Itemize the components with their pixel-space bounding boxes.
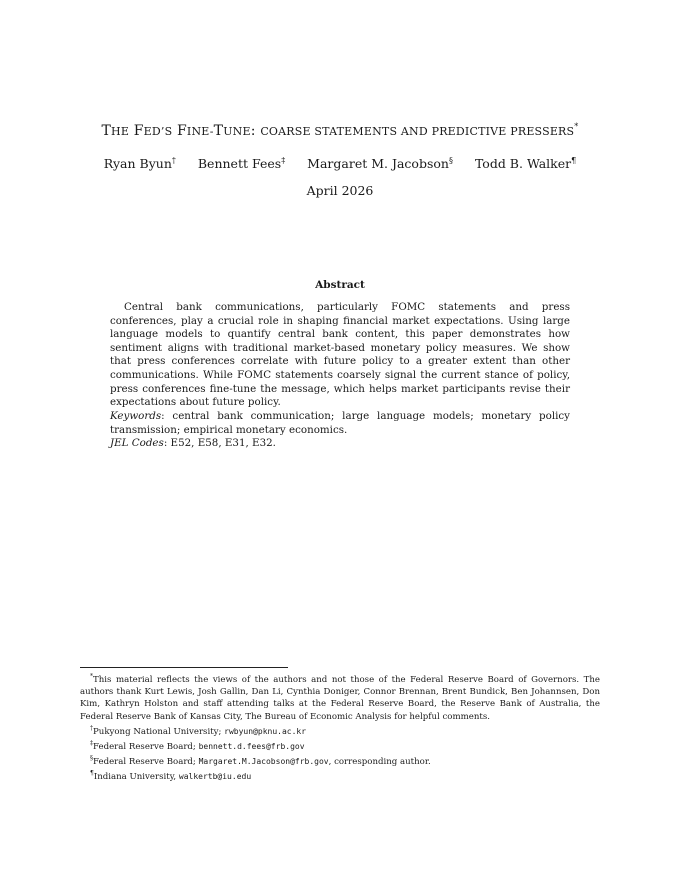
title-letter: T xyxy=(213,123,224,139)
footnote-mark: § xyxy=(90,755,93,763)
footnote-acknowledgements xyxy=(80,671,600,723)
footnote-suffix: , corresponding author. xyxy=(328,757,431,768)
title-word: UNE xyxy=(223,125,251,138)
paper-title xyxy=(0,122,680,139)
author-name: Margaret M. Jacobson xyxy=(307,156,449,171)
title-footnote-mark: * xyxy=(574,122,579,131)
jel-label: JEL Codes xyxy=(110,437,164,449)
footnote-mark: ‡ xyxy=(90,740,93,748)
keywords xyxy=(110,410,570,437)
footnote-text: This material reflects the views of the authors and not those of the Federal Reserve Board of Governors. The authors thank Kurt Lewis, Josh Gallin, Dan Li, Cynthia Doniger, Connor Brennan, Brent Bundick, Ben Johannsen, Don Kim, Kathryn Holston and staff attending talks at the Federal Reserve Board, the Reserve Bank of Australia, the Federal Reserve Bank of Kansas City, The Bureau of Economic Analysis for helpful comments. xyxy=(80,675,600,722)
title-word: HE xyxy=(111,125,130,138)
author-email: walkertb@iu.edu xyxy=(178,772,252,782)
keywords-text: : central bank communication; large language models; monetary policy transmission; empirical monetary economics. xyxy=(110,410,570,436)
title-letter: F xyxy=(133,123,144,139)
author xyxy=(104,156,176,171)
title-colon: : xyxy=(250,123,256,139)
abstract-heading: Abstract xyxy=(315,279,365,291)
author-name: Bennett Fees xyxy=(197,156,282,171)
title-subtitle: COARSE STATEMENTS AND PREDICTIVE PRESSERS xyxy=(260,125,575,138)
footnote-divider xyxy=(80,667,288,668)
author xyxy=(475,156,576,171)
footnote-text: Indiana University, xyxy=(93,772,179,783)
footnote-text: Federal Reserve Board; xyxy=(93,757,199,768)
abstract-text: Central bank communications, particularly FOMC statements and press conferences, play a crucial role in shaping financial market expectations. Using large language models to quantify central bank content, this paper demonstrates how sentiment aligns with traditional market-based monetary policy measures. We show that press conferences correlate with future policy to a greater extent than other communications. While FOMC statements coarsely signal the current stance of policy, press conferences fine-tune the message, which helps market participants revise their expectations about future policy. xyxy=(110,301,570,409)
author-footnote-mark: ¶ xyxy=(571,156,577,165)
footnote-text: Federal Reserve Board; xyxy=(93,742,199,753)
author xyxy=(307,156,453,171)
author-name: Todd B. Walker xyxy=(474,156,572,171)
author xyxy=(198,156,285,171)
footnote-affiliation xyxy=(80,723,600,738)
paper-date: April 2026 xyxy=(306,183,374,198)
footnotes xyxy=(80,671,600,784)
author-email: rwbyun@pknu.ac.kr xyxy=(224,726,307,736)
footnote-affiliation xyxy=(80,768,600,783)
title-word: INE- xyxy=(186,125,214,138)
author-email: bennett.d.fees@frb.gov xyxy=(198,742,305,752)
author-email: Margaret.M.Jacobson@frb.gov xyxy=(198,757,329,767)
author-footnote-mark: † xyxy=(171,156,176,165)
footnote-mark: * xyxy=(90,673,93,680)
author-name: Ryan Byun xyxy=(103,156,172,171)
footnote-mark: † xyxy=(90,724,93,732)
title-letter: F xyxy=(177,123,187,139)
jel-codes xyxy=(110,437,570,451)
footnote-affiliation xyxy=(80,753,600,768)
title-letter: T xyxy=(101,123,112,139)
author-footnote-mark: ‡ xyxy=(281,156,286,165)
footnote-mark: ¶ xyxy=(90,770,94,778)
keywords-label: Keywords xyxy=(110,410,162,422)
author-footnote-mark: § xyxy=(448,156,453,165)
author-list xyxy=(0,156,680,171)
footnote-affiliation xyxy=(80,738,600,753)
title-word: ED’S xyxy=(143,125,173,138)
jel-text: : E52, E58, E31, E32. xyxy=(163,437,276,449)
footnote-text: Pukyong National University; xyxy=(93,726,225,737)
